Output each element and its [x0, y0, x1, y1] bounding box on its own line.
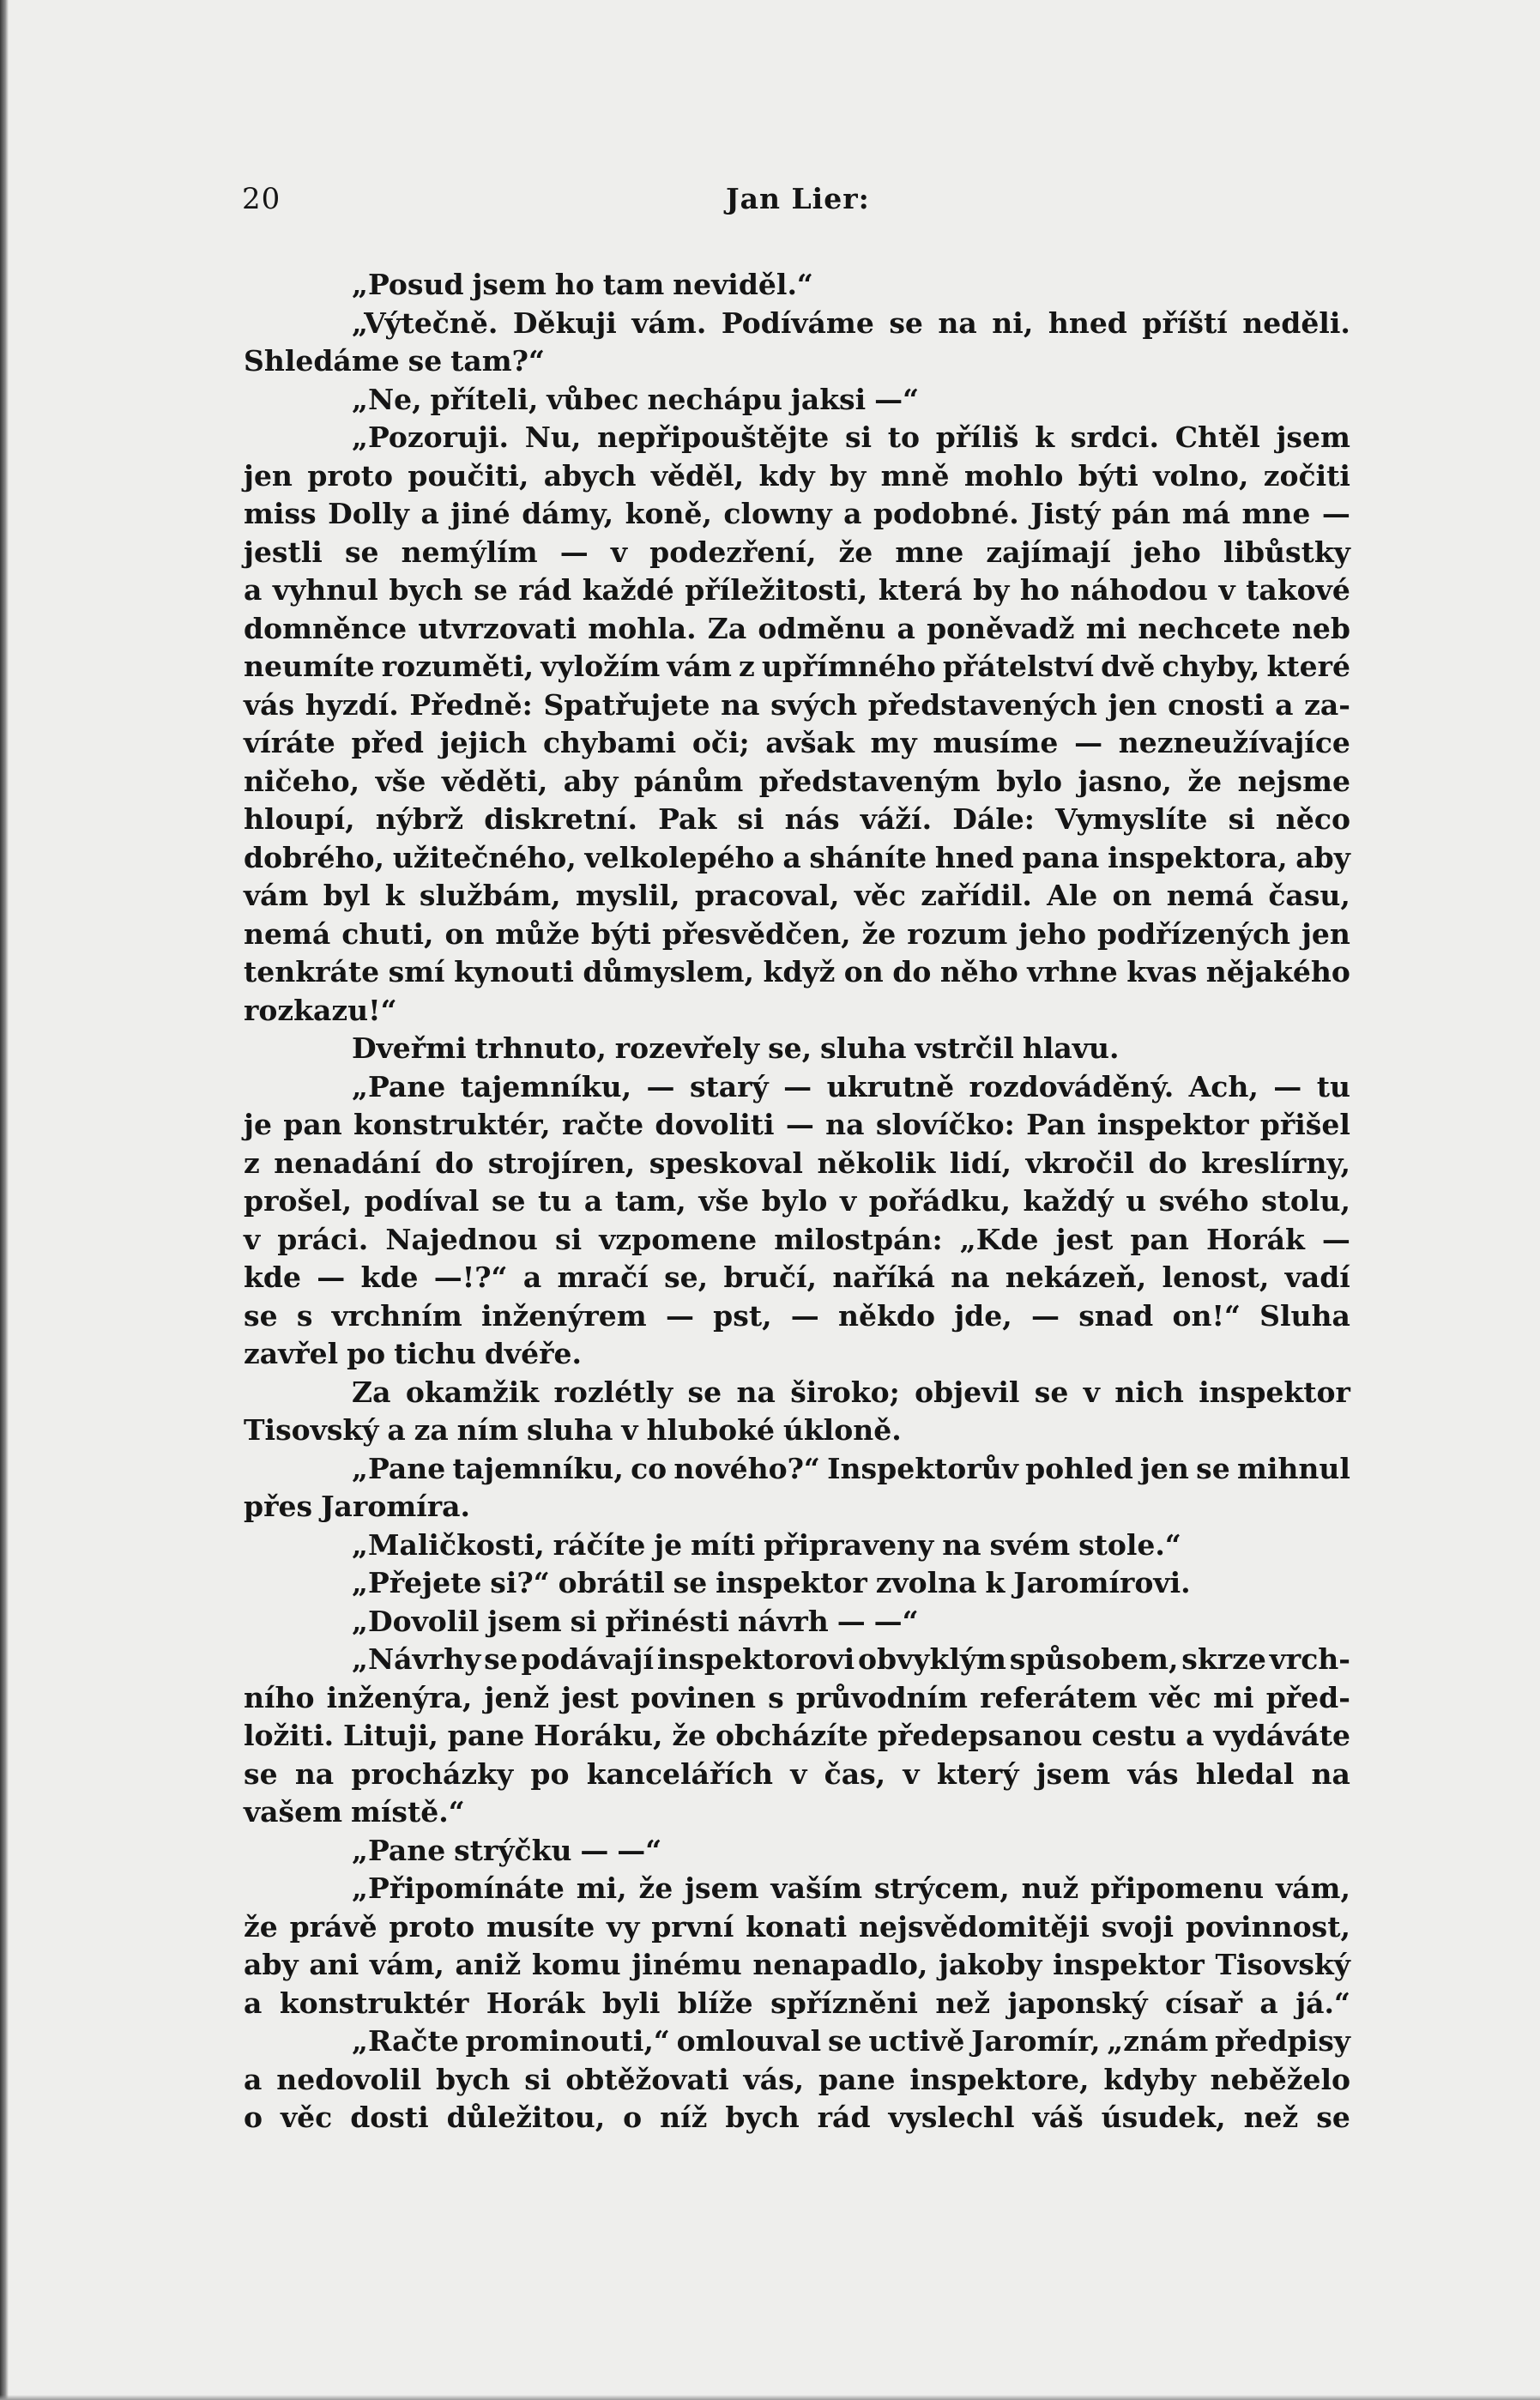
text-line: „Račte prominouti,“ omlouval se uctivě Jaromír, „znám předpisy — [352, 2024, 1350, 2058]
text-line: ního inženýra, jenž jest povinen s průvodním referátem věc mi před- — [244, 1680, 1350, 1714]
text-line: vašem místě.“ — [244, 1795, 465, 1829]
text-line: „Přejete si?“ obrátil se inspektor zvolna k Jaromírovi. — [352, 1566, 1191, 1599]
text-line: víráte před jejich chybami oči; avšak my musíme — nezneužívajíce — [244, 726, 1350, 759]
text-line: se na procházky po kancelářích v čas, v který jsem vás hledal na — [244, 1756, 1350, 1791]
text-line: „Návrhy se podávají inspektorovi obvyklým spůsobem, skrze vrch- — [352, 1642, 1350, 1676]
text-line: ničeho, vše věděti, aby pánům představeným bylo jasno, že nejsme — [244, 764, 1350, 798]
text-line: Tisovský a za ním sluha v hluboké úkloně. — [244, 1413, 902, 1447]
text-line: zavřel po tichu dvéře. — [244, 1337, 582, 1370]
text-line: Shledáme se tam?“ — [244, 344, 545, 378]
text-line: „Dovolil jsem si přinésti návrh — —“ — [352, 1604, 919, 1638]
text-line: miss Dolly a jiné dámy, koně, clowny a podobné. Jistý pán má mne — — [244, 497, 1350, 530]
text-line: „Pane strýčku — —“ — [352, 1833, 662, 1867]
text-line: Za okamžik rozlétly se na široko; objevil se v nich inspektor — [352, 1375, 1350, 1409]
page-bottom-shadow — [0, 2395, 1540, 2400]
text-line: že právě proto musíte vy první konati nejsvědomitěji svoji povinnost, — [244, 1909, 1350, 1944]
text-line: jestli se nemýlím — v podezření, že mne zajímají jeho libůstky — [244, 535, 1350, 569]
running-head: Jan Lier: — [726, 182, 870, 215]
text-line: „Pane tajemníku, — starý — ukrutně rozdováděný. Ach, — tu — [352, 1069, 1350, 1103]
text-line: a nedovolil bych si obtěžovati vás, pane inspektore, kdyby neběželo — [244, 2062, 1350, 2096]
text-line: tenkráte smí kynouti důmyslem, když on do něho vrhne kvas nějakého — [244, 955, 1350, 988]
text-line: hloupí, nýbrž diskretní. Pak si nás váží. Dále: Vymyslíte si něco — [244, 802, 1350, 836]
text-line: vás hyzdí. Předně: Spatřujete na svých představených jen cnosti a za- — [244, 687, 1350, 722]
text-line: a vyhnul bych se rád každé příležitosti, která by ho náhodou v takové — [244, 573, 1350, 607]
text-line: „Pane tajemníku, co nového?“ Inspektorův pohled jen se mihnul — [352, 1451, 1350, 1485]
text-line: je pan konstruktér, račte dovoliti — na slovíčko: Pan inspektor přišel — [244, 1108, 1350, 1141]
text-line: „Výtečně. Děkuji vám. Podíváme se na ni, hned příští neděli. — [352, 305, 1350, 340]
text-line: vám byl k službám, myslil, pracoval, věc zařídil. Ale on nemá času, — [244, 879, 1350, 912]
body-text — [244, 266, 1350, 2137]
text-line: o věc dosti důležitou, o níž bych rád vyslechl váš úsudek, než se — [244, 2101, 1350, 2134]
text-line: aby ani vám, aniž komu jinému nenapadlo, jakoby inspektor Tisovský — [244, 1948, 1350, 1981]
text-line: z nenadání do strojíren, speskoval několik lidí, vkročil do kreslírny, — [244, 1146, 1350, 1180]
page-left-shadow — [0, 0, 9, 2400]
text-line: kde — kde —!?“ a mračí se, bručí, naříká na nekázeň, lenost, vadí — [244, 1260, 1350, 1294]
text-line: v práci. Najednou si vzpomene milostpán: „Kde jest pan Horák — — [244, 1222, 1350, 1256]
text-line: a konstruktér Horák byli blíže spřízněni než japonský císař a já.“ — [244, 1986, 1350, 2020]
text-line: dobrého, užitečného, velkolepého a sháníte hned pana inspektora, aby — [244, 840, 1350, 874]
text-line: rozkazu!“ — [244, 993, 397, 1027]
text-line: neumíte rozuměti, vyložím vám z upřímného přátelství dvě chyby, které — [244, 650, 1350, 683]
text-line: nemá chuti, on může býti přesvědčen, že rozum jeho podřízených jen — [244, 916, 1350, 951]
text-line: domněnce utvrzovati mohla. Za odměnu a poněvadž mi nechcete neb — [244, 611, 1350, 645]
text-line: „Posud jsem ho tam neviděl.“ — [352, 268, 813, 301]
text-line: přes Jaromíra. — [244, 1490, 471, 1523]
text-line: Dveřmi trhnuto, rozevřely se, sluha vstrčil hlavu. — [352, 1031, 1120, 1065]
text-line: „Maličkosti, ráčíte je míti připraveny na svém stole.“ — [352, 1527, 1181, 1562]
text-line: prošel, podíval se tu a tam, vše bylo v pořádku, každý u svého stolu, — [244, 1184, 1350, 1218]
text-line: ložiti. Lituji, pane Horáku, že obcházíte předepsanou cestu a vydáváte — [244, 1719, 1350, 1752]
text-line: „Pozoruji. Nu, nepřipouštějte si to příliš k srdci. Chtěl jsem — [352, 420, 1350, 454]
page-number: 20 — [242, 182, 281, 216]
text-line: „Ne, příteli, vůbec nechápu jaksi —“ — [352, 382, 920, 416]
text-line: se s vrchním inženýrem — pst, — někdo jde, — snad on!“ Sluha — [244, 1298, 1350, 1333]
text-line: „Připomínáte mi, že jsem vaším strýcem, nuž připomenu vám, — [352, 1871, 1350, 1905]
text-line: jen proto poučiti, abych věděl, kdy by mně mohlo býti volno, zočiti — [244, 458, 1350, 493]
